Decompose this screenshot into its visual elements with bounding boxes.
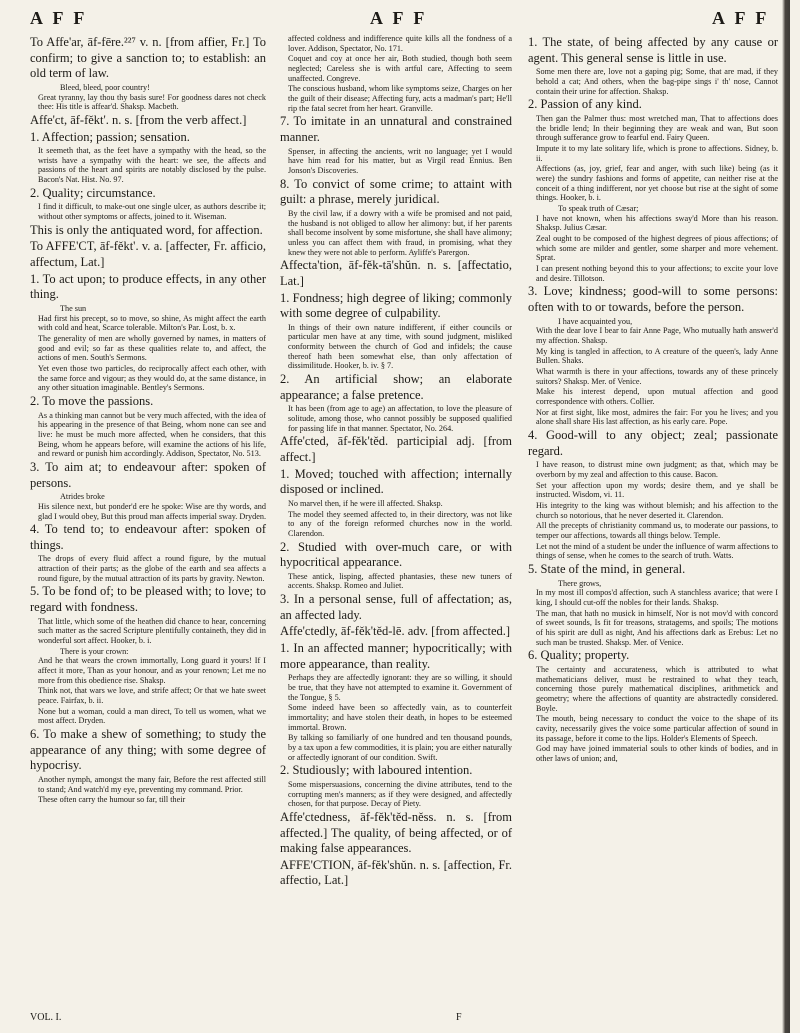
quotation-text: These antick, lisping, affected phantasies, these new tuners of accents. Shaksp. Romeo and Juliet. [288,571,512,591]
quotation-text: My king is tangled in affection, to A creature of the queen's, lady Anne Bullen. Shaks. [536,346,778,366]
quotation-text: The mouth, being necessary to conduct the voice to the shape of its cavity, necessarily gives the voice some particular affection of sound in its passage, before it come to the lips. Holder's Elements of Speech. [536,714,778,743]
running-head-center: A F F [370,8,428,28]
entry-text: Affe'ct, āf-fěkt'. n. s. [from the verb affect.] [30,112,247,127]
quotation-text: Some indeed have been so affectedly vain, as to counterfeit immortality; and have stolen their death, in hopes to be esteemed immortal. Brown. [288,703,512,732]
quotation-text: Zeal ought to be composed of the highest degrees of pious affections; of which some are milder and gentler, some sharper and more vehement. Sprat. [536,233,778,263]
dictionary-column-1 [30,34,266,806]
quotation-text: Spenser, in affecting the ancients, writ no language; yet I would have him read for his matter, but as Virgil read Ennius. Ben Jonson's Discoveries. [288,146,512,175]
quotation-text: The sun [60,303,87,313]
dictionary-column-2 [280,34,512,890]
quotation-text: I have reason, to distrust mine own judgment; as that, which may be overborn by my zeal and affection to this cause. Bacon. [536,460,778,479]
quotation-text: Think not, that wars we love, and strife affect; Or that we hate sweet peace. Fairfax, b. ii. [38,686,266,706]
quotation-text: His silence next, but ponder'd ere he spoke: Wise are thy words, and glad I would obey, But this proud man affects imperial sway. Dryden. [38,501,266,521]
quotation-text: Another nymph, amongst the many fair, Before the rest affected still to stand; And watch'd my eye, preventing my command. Prior. [38,775,266,794]
quotation-text: Perhaps they are affectedly ignorant: they are so willing, it should be true, that they have not attempted to examine it. Government of the Tongue, § 5. [288,673,512,702]
signature-mark: F [456,1012,462,1023]
entry-text: 6. Quality; property. [528,648,630,663]
entry-text: To AFFE'CT, āf-fěkt'. v. a. [affecter, Fr. afficio, affectum, Lat.] [30,239,266,270]
quotation-text: The certainty and accurateness, which is attributed to what mathematicians deliver, must be restrained to what they teach, concerning those purely mathematical disciplines, arithmetick and geometry; where the affections of quantity are abstractedly considered. Boyle. [536,664,778,713]
quotation-text: In my most ill compos'd affection, such A stanchless avarice; that were I king, I should cut-off the nobles for their lands. Shaksp. [536,588,778,607]
quotation-text: All the precepts of christianity command us, to moderate our passions, to temper our affections, towards all things below. Temple. [536,521,778,540]
quotation-text: Let not the mind of a student be under the influence of warm affections to things of sense, when he comes to the search of truth. Watts. [536,541,778,561]
entry-text: 1. In an affected manner; hypocritically; with more appearance, than reality. [280,641,512,671]
entry-text: Affe'cted, āf-fěk'těd. participial adj. [from affect.] [280,434,512,464]
entry-text: Affecta'tion, āf-fěk-tā'shŭn. n. s. [affectatio, Lat.] [280,258,512,288]
entry-text: 1. Affection; passion; sensation. [30,129,190,144]
quotation-text: By the civil law, if a dowry with a wife be promised and not paid, the husband is not obliged to allow her alimony: but, if her parents shall become insolvent by some misfortune, she shall have alimony; unless you can affect them with fraud, in promising, what they knew they were not able to perform. Ayliffe's Parergon. [288,208,512,257]
quotation-text: There grows, [558,578,602,588]
dictionary-column-3 [528,34,778,765]
entry-text: 2. Studiously; with laboured intention. [280,763,473,778]
quotation-text: Affections (as, joy, grief, fear and anger, with such like) being (as it were) the sundry fashions and forms of appetite, can neither rise at the conceit of a thing indifferent, nor yet choose but rise at the sight of some things. Hooker, b. i. [536,164,778,203]
entry-text: 3. Love; kindness; good-will to some persons: often with to or towards, before the person. [528,284,778,314]
running-head-left: A F F [30,8,88,28]
quotation-text: There is your crown: [60,646,129,656]
quotation-text: Atrides broke [60,492,105,502]
entry-text: 2. Quality; circumstance. [30,185,156,200]
quotation-text: Nor at first sight, like most, admires the fair: For you he lives; and you alone shall share His last affection, as his early care. Pope. [536,407,778,427]
entry-text: 4. To tend to; to endeavour after: spoken of things. [30,522,266,552]
quotation-text: Yet even those two particles, do reciprocally affect each other, with the same force and vigour; as they would do, at the same distance, in any other situation imaginable. Bentley's Sermons. [38,363,266,393]
entry-text: 4. Good-will to any object; zeal; passionate regard. [528,427,778,458]
quotation-text: I have not known, when his affections sway'd More than his reason. Shaksp. Julius Cæsar. [536,213,778,233]
page-footer [30,1012,770,1028]
quotation-text: None but a woman, could a man direct, To tell us women, what we most affect. Dryden. [38,706,266,726]
entry-text: 3. In a personal sense, full of affectation; as, an affected lady. [280,592,512,622]
quotation-text: No marvel then, if he were ill affected. Shaksp. [288,498,443,508]
quotation-text: Then gan the Palmer thus: most wretched man, That to affections does the bridle lend; In their beginning they are weak and wan, But soon through sufferance grow to fearful end. Fairy Queen. [536,113,778,143]
quotation-text: Bleed, bleed, poor country! [60,82,150,92]
quotation-text: His integrity to the king was without blemish; and his affection to the church so notorious, that he never deserted it. Clarendon. [536,500,778,520]
running-head-right: A F F [712,8,770,28]
quotation-text: By talking so familiarly of one hundred and ten thousand pounds, by a tax upon a few commodities, it is plain; you are either naturally or affectedly ignorant of our condition. Swift. [288,733,512,762]
quotation-text: Impute it to my late solitary life, which is prone to affections. Sidney, b. ii. [536,143,778,163]
quotation-text: These often carry the humour so far, till their [38,795,186,805]
quotation-text: The generality of men are wholly governed by names, in matters of good and evil; so far as these qualities relate to, and affect, the actions of men. South's Sermons. [38,333,266,363]
volume-label: VOL. I. [30,1012,62,1023]
quotation-text: Coquet and coy at once her air, Both studied, though both seem neglected; Careless she is with artful care, Affecting to seem unaffected. Congreve. [288,54,512,83]
quotation-text: With the dear love I bear to fair Anne Page, Who mutually hath answer'd my affection. Shaksp. [536,326,778,345]
quotation-text: What warmth is there in your affections, towards any of these princely suitors? Shaksp. Mer. of Venice. [536,366,778,386]
quotation-text: I can present nothing beyond this to your affections; to excite your love and desire. Tillotson. [536,263,778,283]
quotation-text: God may have joined immaterial souls to other kinds of bodies, and in other laws of union; and, [536,744,778,763]
quotation-text: Some mispersuasions, concerning the divine attributes, tend to the corrupting men's manners; as if they were designed, and affectedly chosen, for that purpose. Decay of Piety. [288,779,512,809]
quotation-text: The man, that hath no musick in himself, Nor is not mov'd with concord of sweet sounds, Is fit for treasons, stratagems, and spoils; The motions of his spirit are dull as night, And his affections dark as Erebus: Let no such man be trusted. Shaksp. Mer. of Venice. [536,608,778,647]
entry-text: 1. The state, of being affected by any cause or agent. This general sense is little in use. [528,35,778,65]
entry-text: 5. To be fond of; to be pleased with; to love; to regard with fondness. [30,584,266,615]
entry-text: 6. To make a shew of something; to study the appearance of any thing; with some degree of hypocrisy. [30,727,266,773]
entry-text: 5. State of the mind, in general. [528,561,686,576]
quotation-text: In things of their own nature indifferent, if either councils or particular men have at any time, with sound judgment, misliked conformity between the church of God and infidels; the cause thereof hath been somewhat else, than only affectation of dissimilitude. Hooker, b. iv. § 7. [288,322,512,371]
entry-text: 8. To convict of some crime; to attaint with guilt: a phrase, merely juridical. [280,176,512,207]
entry-text: 2. To move the passions. [30,393,154,408]
entry-text: Affe'ctedness, āf-fěk'těd-něss. n. s. [from affected.] The quality, of being affected, or of making false appearances. [280,809,512,856]
quotation-text: affected coldness and indifference quite kills all the fondness of a lover. Addison, Spectator, No. 171. [288,34,512,53]
entry-text: 3. To aim at; to endeavour after: spoken of persons. [30,459,266,490]
quotation-text: As a thinking man cannot but be very much affected, with the idea of his appearing in the presence of that Being, whom none can see and live: he must be much more affected, when he considers, that this Being, whom he appears before, will examine the actions of his life, and reward or punish him accordingly. Addison, Spectator, No. 513. [38,410,266,459]
entry-text: 1. Moved; touched with affection; internally disposed or inclined. [280,466,512,497]
entry-text: 1. To act upon; to produce effects, in any other thing. [30,271,266,302]
entry-text: 1. Fondness; high degree of liking; commonly with some degree of culpability. [280,290,512,321]
quotation-text: That little, which some of the heathen did chance to hear, concerning such matter as the sacred Scripture plentifully containeth, they did in wonderful sort affect. Hooker, b. i. [38,616,266,646]
quotation-text: Great tyranny, lay thou thy basis sure! For goodness dares not check thee: His title is affear'd. Shaksp. Macbeth. [38,92,266,112]
entry-text: This is only the antiquated word, for affection. [30,222,263,237]
entry-text: 2. An artificial show; an elaborate appearance; a false pretence. [280,372,512,402]
entry-text: 2. Studied with over-much care, or with hypocritical appearance. [280,539,512,570]
entry-text: 7. To imitate in an unnatural and constrained manner. [280,114,512,144]
quotation-text: Make his interest depend, upon mutual affection and good correspondence with others. Collier. [536,387,778,406]
page-edge-shadow [782,0,790,1033]
quotation-text: It has been (from age to age) an affectation, to love the pleasure of solitude, among those, who cannot possibly be supposed qualified for passing life in that manner. Spectator, No. 264. [288,404,512,433]
quotation-text: To speak truth of Cæsar; [558,203,639,213]
page-header [0,8,800,30]
quotation-text: It seemeth that, as the feet have a sympathy with the head, so the wrists have a sympathy with the heart: we see, the affects and passions of the heart and spirits are notably disclosed by the pulse. Bacon's Nat. Hist. No. 97. [38,146,266,185]
entry-text: 2. Passion of any kind. [528,97,642,112]
quotation-text: The model they seemed affected to, in their directory, was not like to any of the foreign reformed churches now in the world. Clarendon. [288,509,512,538]
quotation-text: Set your affection upon my words; desire them, and ye shall be instructed. Wisdom, vi. 11. [536,480,778,500]
quotation-text: I have acquainted you, [558,316,633,326]
quotation-text: The drops of every fluid affect a round figure, by the mutual attraction of their parts; as the globe of the earth and sea affects a round figure, by the mutual attraction of its parts by gravity. Newton. [38,554,266,583]
entry-text: AFFE'CTION, āf-fěk'shŭn. n. s. [affection, Fr. affectio, Lat.] [280,857,512,888]
quotation-text: And he that wears the crown immortally, Long guard it yours! If I affect it more, Than as your honour, and as your renown; Let me no more from this obedience rise. Shaksp. [38,656,266,685]
quotation-text: The conscious husband, whom like symptoms seize, Charges on her the guilt of their disease; Affecting fury, acts a madman's part; He'll rip the fatal secret from her heart. Granville. [288,84,512,113]
entry-text: To Affe'ar, āf-fēre.²²⁷ v. n. [from affier, Fr.] To confirm; to give a sanction to; to establish: an old term of law. [30,35,266,81]
quotation-text: I find it difficult, to make-out one single ulcer, as authors describe it; without other symptoms or affects, joined to it. Wiseman. [38,202,266,222]
quotation-text: Some men there are, love not a gaping pig; Some, that are mad, if they behold a cat; And others, when the bag-pipe sings i' th' nose, Cannot contain their urine for affection. Shaksp. [536,67,778,96]
entry-text: Affe'ctedly, āf-fěk'těd-lē. adv. [from affected.] [280,624,511,639]
quotation-text: Had first his precept, so to move, so shine, As might affect the earth with cold and heat, Scarce tolerable. Milton's Par. Lost, b. x. [38,313,266,333]
